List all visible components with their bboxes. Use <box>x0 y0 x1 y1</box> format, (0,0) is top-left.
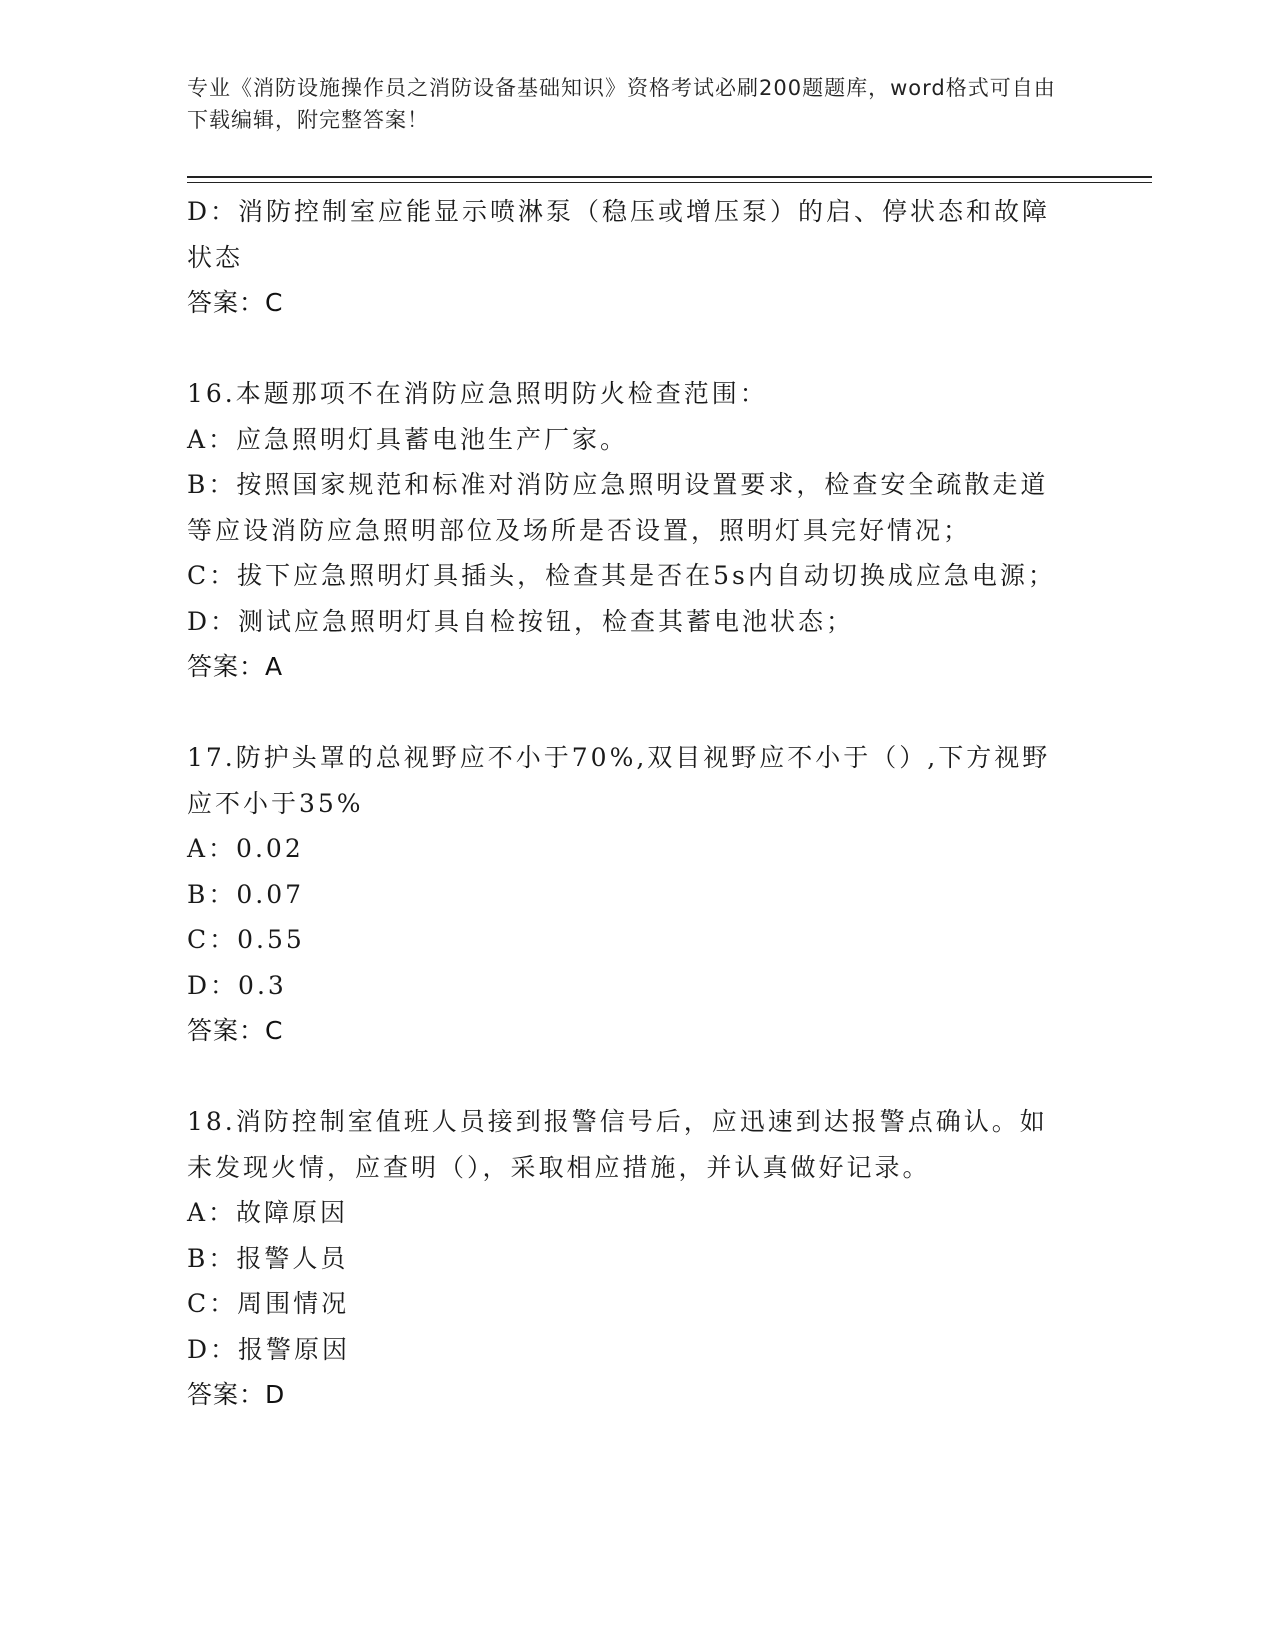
option-d-line: D：消防控制室应能显示喷淋泵（稳压或增压泵）的启、停状态和故障 <box>187 197 1051 226</box>
option-d: D：报警原因 <box>187 1334 351 1364</box>
option-b: B：0.07 <box>187 879 305 909</box>
option-c: C：周围情况 <box>187 1289 350 1318</box>
spacer <box>187 326 1067 372</box>
option-d: D：0.3 <box>187 970 287 1000</box>
option-a: A：应急照明灯具蓄电池生产厂家。 <box>187 424 629 454</box>
question-18 <box>187 1099 1067 1418</box>
page-header: 专业《消防设施操作员之消防设备基础知识》资格考试必刷200题题库，word格式可自由下载编辑，附完整答案！ <box>187 76 1056 132</box>
question-stem: 16.本题那项不在消防应急照明防火检查范围： <box>187 379 768 408</box>
document-body <box>187 189 1067 1418</box>
option-b: B：报警人员 <box>187 1243 349 1273</box>
answer-line: 答案：A <box>187 652 284 681</box>
option-a: A：0.02 <box>187 834 304 863</box>
option-b-cont: 等应设消防应急照明部位及场所是否设置，照明灯具完好情况； <box>187 515 972 545</box>
question-stem: 18.消防控制室值班人员接到报警信号后，应迅速到达报警点确认。如 <box>187 1107 1048 1136</box>
option-d: D：测试应急照明灯具自检按钮，检查其蓄电池状态； <box>187 606 855 636</box>
question-stem-cont: 应不小于35% <box>187 788 364 818</box>
answer-line: 答案：D <box>187 1380 286 1409</box>
question-stem: 17.防护头罩的总视野应不小于70%,双目视野应不小于（）,下方视野 <box>187 743 1051 772</box>
question-stem-cont: 未发现火情，应查明（），采取相应措施，并认真做好记录。 <box>187 1152 931 1182</box>
header-rule-thin <box>187 182 1152 183</box>
spacer <box>187 690 1067 736</box>
answer-line: 答案：C <box>187 288 284 317</box>
question-16 <box>187 371 1067 690</box>
option-c: C：0.55 <box>187 925 305 954</box>
answer-line: 答案：C <box>187 1016 284 1045</box>
spacer <box>187 1054 1067 1100</box>
option-d-line: 状态 <box>187 242 244 272</box>
option-a: A：故障原因 <box>187 1198 349 1227</box>
question-15-fragment <box>187 189 1067 326</box>
option-c: C：拔下应急照明灯具插头，检查其是否在5s内自动切换成应急电源； <box>187 561 1056 590</box>
question-17 <box>187 735 1067 1054</box>
option-b: B：按照国家规范和标准对消防应急照明设置要求，检查安全疏散走道 <box>187 470 1049 499</box>
header-rule-thick <box>187 176 1152 178</box>
